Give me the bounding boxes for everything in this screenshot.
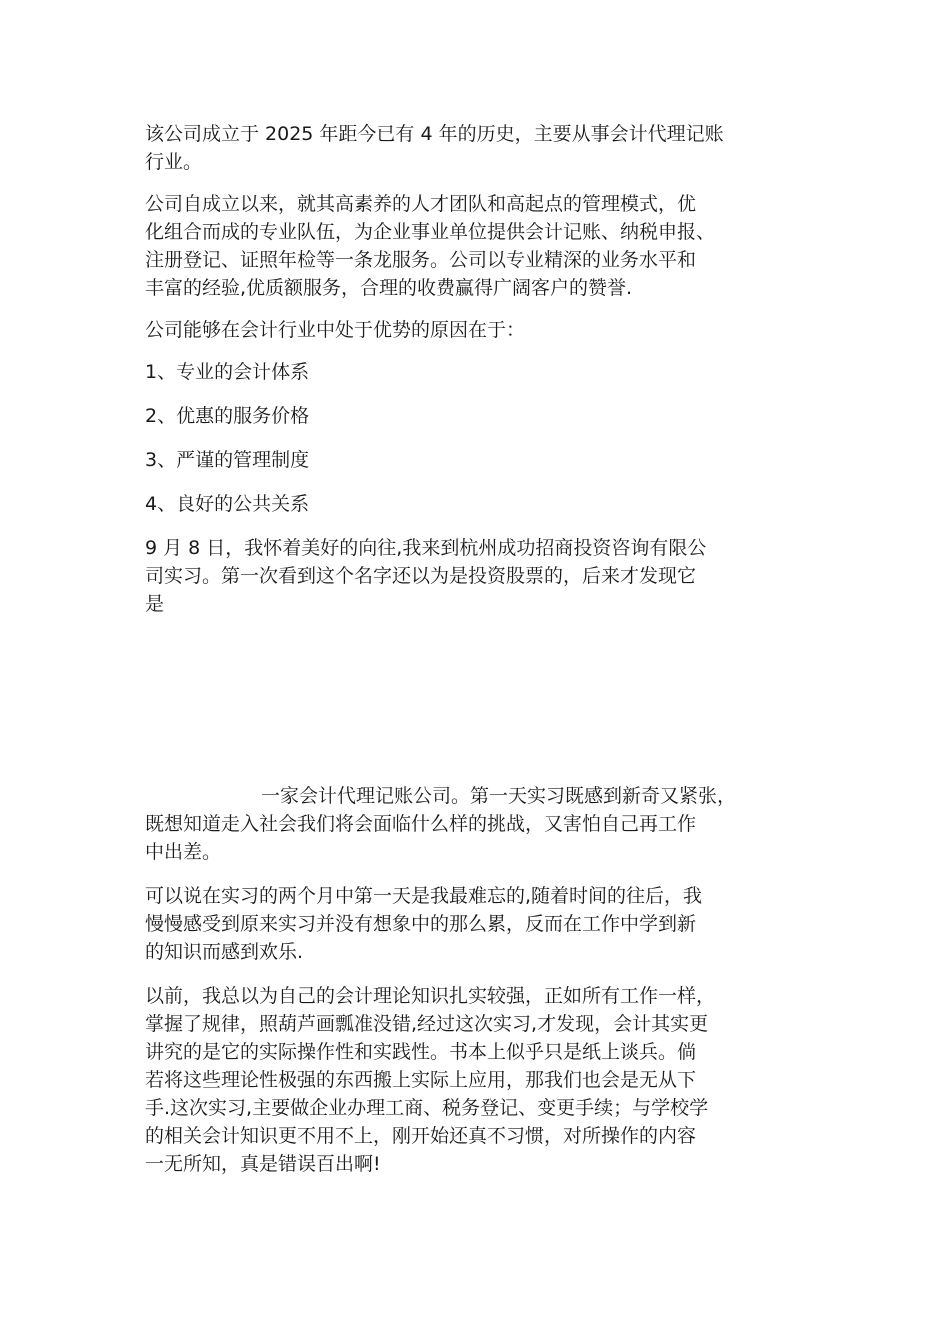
text-line: 9 月 8 日，我怀着美好的向往,我来到杭州成功招商投资咨询有限公: [145, 537, 707, 559]
text-line: 若将这些理论性极强的东西搬上实际上应用，那我们也会是无从下: [145, 1069, 697, 1091]
text-line: 是: [145, 593, 165, 615]
text-line: 慢慢感受到原来实习并没有想象中的那么累，反而在工作中学到新: [145, 913, 697, 935]
paragraph-company-services: [145, 190, 835, 302]
text-line: 化组合而成的专业队伍，为企业事业单位提供会计记账、纳税申报、: [145, 221, 716, 243]
text-line: 行业。: [145, 151, 203, 173]
list-item: 3、严谨的管理制度: [145, 449, 310, 471]
paragraph-theory-practice: [145, 982, 835, 1178]
paragraph-first-day: [145, 782, 835, 866]
paragraph-company-founding: [145, 120, 835, 176]
text-line: 既想知道走入社会我们将会面临什么样的挑战，又害怕自己再工作: [145, 813, 697, 835]
text-line: 可以说在实习的两个月中第一天是我最难忘的,随着时间的往后，我: [145, 885, 703, 907]
text-line: 掌握了规律，照葫芦画瓢准没错,经过这次实习,才发现，会计其实更: [145, 1013, 709, 1035]
list-item: 2、优惠的服务价格: [145, 405, 310, 427]
text-line: 司实习。第一次看到这个名字还以为是投资股票的，后来才发现它: [145, 565, 697, 587]
text-line: 注册登记、证照年检等一条龙服务。公司以专业精深的业务水平和: [145, 249, 697, 271]
text-line: 该公司成立于 2025 年距今已有 4 年的历史，主要从事会计代理记账: [145, 123, 724, 145]
document-body-bottom: [145, 782, 835, 1194]
text-line: 以前，我总以为自己的会计理论知识扎实较强，正如所有工作一样，: [145, 985, 716, 1007]
text-line: 一无所知，真是错误百出啊!: [145, 1153, 381, 1175]
text-line: 公司自成立以来，就其高素养的人才团队和高起点的管理模式，优: [145, 193, 697, 215]
text-line: 的知识而感到欢乐.: [145, 941, 304, 963]
list-item: 1、专业的会计体系: [145, 361, 310, 383]
text-line: 中出差。: [145, 841, 222, 863]
text-line: 一家会计代理记账公司。第一天实习既感到新奇又紧张，: [261, 785, 737, 807]
paragraph-advantages-intro: [145, 316, 835, 344]
document-body-top: [145, 120, 835, 632]
text-line: 丰富的经验,优质额服务，合理的收费赢得广阔客户的赞誉.: [145, 277, 633, 299]
paragraph-internship-start: [145, 534, 835, 618]
list-item: 4、良好的公共关系: [145, 493, 310, 515]
text-line: 的相关会计知识更不用不上，刚开始还真不习惯，对所操作的内容: [145, 1125, 697, 1147]
paragraph-two-months: [145, 882, 835, 966]
text-line: 讲究的是它的实际操作性和实践性。书本上似乎只是纸上谈兵。倘: [145, 1041, 697, 1063]
text-line: 手.这次实习,主要做企业办理工商、税务登记、变更手续；与学校学: [145, 1097, 709, 1119]
text-line: 公司能够在会计行业中处于优势的原因在于：: [145, 319, 526, 341]
